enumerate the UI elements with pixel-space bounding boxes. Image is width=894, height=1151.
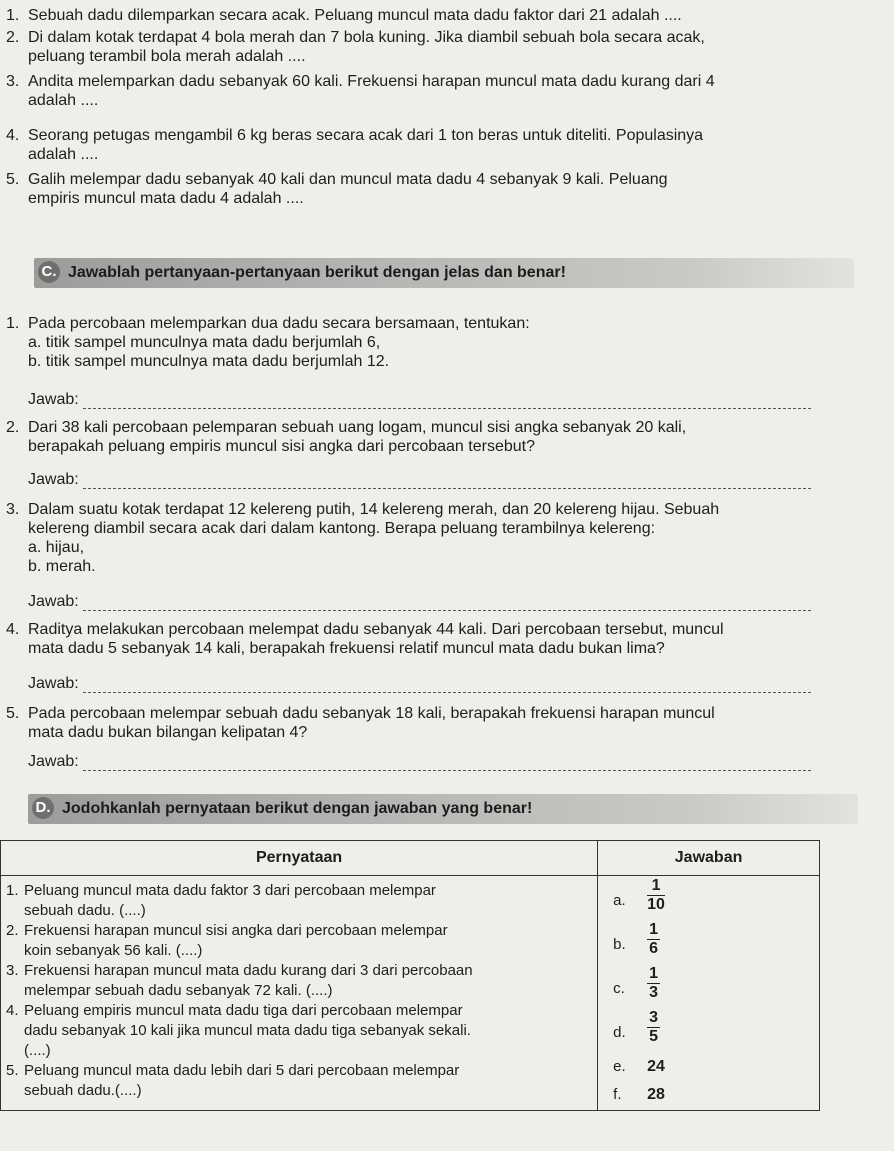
statement-item[interactable]: 3. Frekuensi harapan muncul mata dadu kurang dari 3 dari percobaan melempar sebuah dadu sebanyak 72 kali. (....) [6, 962, 473, 999]
statement-item[interactable]: 2. Frekuensi harapan muncul sisi angka dari percobaan melempar koin sebanyak 56 kali. (....) [6, 922, 448, 959]
answer-option-b[interactable]: b. $\frac{1}{6}$ [613, 921, 659, 957]
section-c-title: Jawablah pertanyaan-pertanyaan berikut dengan jelas dan benar! [68, 264, 566, 281]
question-c4: 4. Raditya melakukan percobaan melempat dadu sebanyak 44 kali. Dari percobaan tersebut, muncul mata dadu 5 sebanyak 14 kali, berapakah frekuensi relatif muncul mata dadu bukan lima? [6, 621, 724, 657]
fraction: $\frac{1}{3}$ [649, 965, 659, 1001]
answer-option-d[interactable]: d. $\frac{3}{5}$ [613, 1009, 659, 1045]
answer-line-c2[interactable]: Jawab: [28, 470, 811, 489]
answer-option-f[interactable]: f. 28 [613, 1086, 665, 1103]
section-d-letter: D. [32, 797, 54, 819]
question-c3: 3. Dalam suatu kotak terdapat 12 kelereng putih, 14 kelereng merah, dan 20 kelereng hijau. Sebuah kelereng diambil secara acak dari dalam kantong. Berapa peluang terambilnya kelereng: a. hijau, b. merah. [6, 501, 720, 575]
matching-table [0, 840, 820, 1111]
fraction: $\frac{1}{6}$ [649, 921, 659, 957]
answer-line-c4[interactable]: Jawab: [28, 674, 811, 693]
answers-cell [598, 876, 820, 1111]
statement-item[interactable]: 5. Peluang muncul mata dadu lebih dari 5 dari percobaan melempar sebuah dadu.(....) [6, 1062, 460, 1099]
answer-line-c3[interactable]: Jawab: [28, 592, 811, 611]
section-d-title: Jodohkanlah pernyataan berikut dengan jawaban yang benar! [62, 800, 533, 817]
answer-line-c5[interactable]: Jawab: [28, 752, 811, 771]
section-c-letter: C. [38, 261, 60, 283]
fraction: $\frac{3}{5}$ [649, 1009, 659, 1045]
header-statement: Pernyataan [1, 841, 598, 876]
question-c2: 2. Dari 38 kali percobaan pelemparan sebuah uang logam, muncul sisi angka sebanyak 20 kali, berapakah peluang empiris muncul sisi angka dari percobaan tersebut? [6, 419, 687, 455]
question-b3: 3. Andita melemparkan dadu sebanyak 60 kali. Frekuensi harapan muncul mata dadu kurang dari 4 adalah .... [6, 73, 715, 109]
answer-option-a[interactable]: a. $\frac{1}{10}$ [613, 877, 665, 913]
answer-option-e[interactable]: e. 24 [613, 1058, 665, 1075]
answer-line-c1[interactable]: Jawab: [28, 390, 811, 409]
answer-option-c[interactable]: c. $\frac{1}{3}$ [613, 965, 659, 1001]
statement-item[interactable]: 1. Peluang muncul mata dadu faktor 3 dari percobaan melempar sebuah dadu. (....) [6, 882, 436, 919]
header-answer: Jawaban [598, 841, 820, 876]
fraction: $\frac{1}{10}$ [647, 877, 665, 913]
statements-cell [1, 876, 598, 1111]
section-c-banner [34, 258, 854, 288]
question-b5: 5. Galih melempar dadu sebanyak 40 kali dan muncul mata dadu 4 sebanyak 9 kali. Peluang empiris muncul mata dadu 4 adalah .... [6, 171, 668, 207]
statement-item[interactable]: 4. Peluang empiris muncul mata dadu tiga dari percobaan melempar dadu sebanyak 10 kali jika muncul mata dadu tiga sebanyak sekali. (....) [6, 1002, 471, 1059]
section-d-banner [28, 794, 858, 824]
question-c5: 5. Pada percobaan melempar sebuah dadu sebanyak 18 kali, berapakah frekuensi harapan muncul mata dadu bukan bilangan kelipatan 4? [6, 705, 715, 741]
question-b2: 2. Di dalam kotak terdapat 4 bola merah dan 7 bola kuning. Jika diambil sebuah bola secara acak, peluang terambil bola merah adalah .... [6, 29, 705, 65]
question-c1: 1. Pada percobaan melemparkan dua dadu secara bersamaan, tentukan: a. titik sampel munculnya mata dadu berjumlah 6, b. titik sampel munculnya mata dadu berjumlah 12. [6, 315, 530, 370]
question-b1: 1. Sebuah dadu dilemparkan secara acak. Peluang muncul mata dadu faktor dari 21 adalah .... [6, 7, 682, 24]
question-b4: 4. Seorang petugas mengambil 6 kg beras secara acak dari 1 ton beras untuk diteliti. Populasinya adalah .... [6, 127, 704, 163]
